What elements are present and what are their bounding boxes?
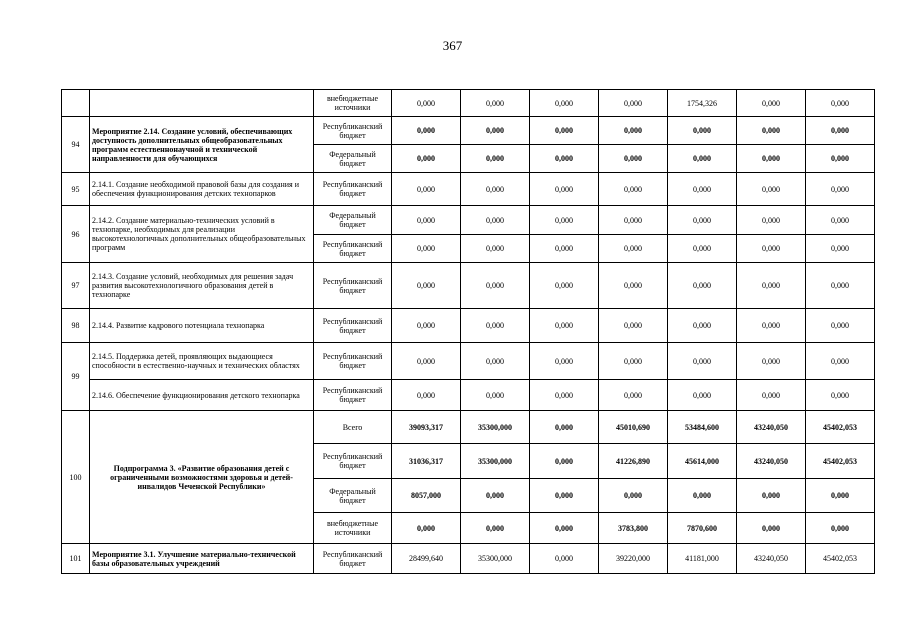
activity-name: 2.14.5. Поддержка детей, проявляющих выдающиеся способности в естественно-научных и технических областях bbox=[90, 343, 314, 380]
value-cell: 0,000 bbox=[530, 411, 599, 444]
value-cell: 0,000 bbox=[392, 206, 461, 235]
funding-source: Федеральный бюджет bbox=[314, 206, 392, 235]
value-cell: 45614,000 bbox=[668, 444, 737, 479]
value-cell: 0,000 bbox=[599, 173, 668, 206]
value-cell: 35300,000 bbox=[461, 544, 530, 574]
value-cell: 0,000 bbox=[806, 309, 875, 343]
table-row bbox=[62, 206, 875, 235]
value-cell: 39093,317 bbox=[392, 411, 461, 444]
table-row bbox=[62, 343, 875, 380]
value-cell: 41181,000 bbox=[668, 544, 737, 574]
table-row bbox=[62, 380, 875, 411]
value-cell: 45010,690 bbox=[599, 411, 668, 444]
value-cell: 0,000 bbox=[806, 479, 875, 513]
activity-name bbox=[90, 90, 314, 117]
row-number: 98 bbox=[62, 309, 90, 343]
activity-name: Подпрограмма 3. «Развитие образования детей с ограниченными возможностями здоровья и детей-инвалидов Чеченской Республики» bbox=[90, 411, 314, 544]
activity-name: Мероприятие 3.1. Улучшение материально-технической базы образовательных учреждений bbox=[90, 544, 314, 574]
table-row bbox=[62, 173, 875, 206]
value-cell: 8057,000 bbox=[392, 479, 461, 513]
value-cell: 41226,890 bbox=[599, 444, 668, 479]
value-cell: 0,000 bbox=[737, 235, 806, 263]
value-cell: 0,000 bbox=[668, 479, 737, 513]
value-cell: 0,000 bbox=[668, 263, 737, 309]
activity-name: 2.14.1. Создание необходимой правовой базы для создания и обеспечения функционирования детских технопарков bbox=[90, 173, 314, 206]
value-cell: 0,000 bbox=[668, 309, 737, 343]
value-cell: 43240,050 bbox=[737, 544, 806, 574]
value-cell: 0,000 bbox=[668, 173, 737, 206]
value-cell: 45402,053 bbox=[806, 411, 875, 444]
value-cell: 0,000 bbox=[668, 206, 737, 235]
value-cell: 0,000 bbox=[668, 235, 737, 263]
value-cell: 0,000 bbox=[530, 479, 599, 513]
funding-source: Федеральный бюджет bbox=[314, 145, 392, 173]
funding-source: Всего bbox=[314, 411, 392, 444]
value-cell: 0,000 bbox=[737, 513, 806, 544]
value-cell: 0,000 bbox=[461, 513, 530, 544]
value-cell: 0,000 bbox=[461, 380, 530, 411]
activity-name: 2.14.6. Обеспечение функционирования детского технопарка bbox=[90, 380, 314, 411]
value-cell: 43240,050 bbox=[737, 411, 806, 444]
table-row bbox=[62, 90, 875, 117]
value-cell: 35300,000 bbox=[461, 444, 530, 479]
value-cell: 0,000 bbox=[392, 235, 461, 263]
value-cell: 0,000 bbox=[530, 263, 599, 309]
value-cell: 0,000 bbox=[668, 145, 737, 173]
budget-table bbox=[61, 89, 875, 574]
value-cell: 0,000 bbox=[461, 173, 530, 206]
value-cell: 0,000 bbox=[530, 206, 599, 235]
value-cell: 0,000 bbox=[392, 513, 461, 544]
page-number: 367 bbox=[442, 38, 463, 53]
value-cell: 0,000 bbox=[599, 263, 668, 309]
table-row bbox=[62, 309, 875, 343]
activity-name: 2.14.3. Создание условий, необходимых для решения задач развития высокотехнологичного образования детей в технопарке bbox=[90, 263, 314, 309]
value-cell: 45402,053 bbox=[806, 544, 875, 574]
value-cell: 43240,050 bbox=[737, 444, 806, 479]
funding-source: Федеральный бюджет bbox=[314, 479, 392, 513]
funding-source: внебюджетные источники bbox=[314, 513, 392, 544]
value-cell: 0,000 bbox=[806, 513, 875, 544]
value-cell: 0,000 bbox=[806, 117, 875, 145]
activity-name: 2.14.4. Развитие кадрового потенциала технопарка bbox=[90, 309, 314, 343]
table-row bbox=[62, 544, 875, 574]
value-cell: 53484,600 bbox=[668, 411, 737, 444]
row-number: 97 bbox=[62, 263, 90, 309]
value-cell: 0,000 bbox=[461, 206, 530, 235]
value-cell: 0,000 bbox=[392, 90, 461, 117]
row-number: 96 bbox=[62, 206, 90, 263]
value-cell: 0,000 bbox=[392, 380, 461, 411]
row-number: 101 bbox=[62, 544, 90, 574]
value-cell: 0,000 bbox=[392, 117, 461, 145]
value-cell: 0,000 bbox=[530, 90, 599, 117]
value-cell: 0,000 bbox=[737, 479, 806, 513]
value-cell: 0,000 bbox=[392, 145, 461, 173]
value-cell: 0,000 bbox=[599, 90, 668, 117]
value-cell: 0,000 bbox=[806, 206, 875, 235]
value-cell: 0,000 bbox=[737, 145, 806, 173]
value-cell: 0,000 bbox=[392, 263, 461, 309]
value-cell: 0,000 bbox=[806, 380, 875, 411]
table-row bbox=[62, 263, 875, 309]
row-number: 95 bbox=[62, 173, 90, 206]
value-cell: 0,000 bbox=[737, 343, 806, 380]
value-cell: 31036,317 bbox=[392, 444, 461, 479]
value-cell: 0,000 bbox=[461, 117, 530, 145]
funding-source: Республиканский бюджет bbox=[314, 343, 392, 380]
value-cell: 0,000 bbox=[599, 479, 668, 513]
value-cell: 0,000 bbox=[530, 117, 599, 145]
funding-source: Республиканский бюджет bbox=[314, 444, 392, 479]
value-cell: 0,000 bbox=[806, 235, 875, 263]
funding-source: Республиканский бюджет bbox=[314, 544, 392, 574]
value-cell: 35300,000 bbox=[461, 411, 530, 444]
value-cell: 0,000 bbox=[599, 380, 668, 411]
row-number: 100 bbox=[62, 411, 90, 544]
value-cell: 0,000 bbox=[392, 173, 461, 206]
funding-source: внебюджетные источники bbox=[314, 90, 392, 117]
value-cell: 0,000 bbox=[737, 90, 806, 117]
value-cell: 3783,800 bbox=[599, 513, 668, 544]
value-cell: 0,000 bbox=[530, 380, 599, 411]
value-cell: 7870,600 bbox=[668, 513, 737, 544]
value-cell: 0,000 bbox=[599, 145, 668, 173]
value-cell: 0,000 bbox=[806, 145, 875, 173]
funding-source: Республиканский бюджет bbox=[314, 173, 392, 206]
value-cell: 0,000 bbox=[806, 90, 875, 117]
value-cell: 0,000 bbox=[668, 117, 737, 145]
value-cell: 0,000 bbox=[668, 343, 737, 380]
value-cell: 0,000 bbox=[461, 263, 530, 309]
row-number: 99 bbox=[62, 343, 90, 411]
value-cell: 0,000 bbox=[461, 90, 530, 117]
funding-source: Республиканский бюджет bbox=[314, 117, 392, 145]
value-cell: 0,000 bbox=[599, 206, 668, 235]
value-cell: 39220,000 bbox=[599, 544, 668, 574]
table-row bbox=[62, 117, 875, 145]
value-cell: 0,000 bbox=[737, 263, 806, 309]
row-number bbox=[62, 90, 90, 117]
value-cell: 0,000 bbox=[737, 380, 806, 411]
value-cell: 0,000 bbox=[392, 343, 461, 380]
value-cell: 0,000 bbox=[806, 263, 875, 309]
funding-source: Республиканский бюджет bbox=[314, 263, 392, 309]
value-cell: 0,000 bbox=[806, 173, 875, 206]
value-cell: 0,000 bbox=[392, 309, 461, 343]
value-cell: 0,000 bbox=[530, 235, 599, 263]
activity-name: 2.14.2. Создание материально-технических условий в технопарке, необходимых для реализации высокотехнологичных дополнительных общеобразовательных программ bbox=[90, 206, 314, 263]
value-cell: 0,000 bbox=[668, 380, 737, 411]
value-cell: 0,000 bbox=[737, 173, 806, 206]
value-cell: 0,000 bbox=[530, 343, 599, 380]
value-cell: 0,000 bbox=[461, 343, 530, 380]
value-cell: 0,000 bbox=[737, 206, 806, 235]
table-row bbox=[62, 411, 875, 444]
value-cell: 0,000 bbox=[461, 145, 530, 173]
value-cell: 0,000 bbox=[599, 235, 668, 263]
funding-source: Республиканский бюджет bbox=[314, 235, 392, 263]
value-cell: 0,000 bbox=[806, 343, 875, 380]
value-cell: 0,000 bbox=[530, 309, 599, 343]
value-cell: 0,000 bbox=[737, 117, 806, 145]
value-cell: 0,000 bbox=[599, 343, 668, 380]
funding-source: Республиканский бюджет bbox=[314, 380, 392, 411]
value-cell: 0,000 bbox=[530, 173, 599, 206]
value-cell: 0,000 bbox=[530, 513, 599, 544]
value-cell: 0,000 bbox=[599, 117, 668, 145]
funding-source: Республиканский бюджет bbox=[314, 309, 392, 343]
value-cell: 0,000 bbox=[530, 444, 599, 479]
value-cell: 45402,053 bbox=[806, 444, 875, 479]
value-cell: 0,000 bbox=[530, 145, 599, 173]
value-cell: 0,000 bbox=[461, 479, 530, 513]
value-cell: 0,000 bbox=[599, 309, 668, 343]
value-cell: 0,000 bbox=[461, 235, 530, 263]
row-number: 94 bbox=[62, 117, 90, 173]
value-cell: 0,000 bbox=[530, 544, 599, 574]
value-cell: 0,000 bbox=[461, 309, 530, 343]
value-cell: 1754,326 bbox=[668, 90, 737, 117]
activity-name: Мероприятие 2.14. Создание условий, обеспечивающих доступность дополнительных общеобразовательных программ естественнонаучной и технической направленности для обучающихся bbox=[90, 117, 314, 173]
value-cell: 0,000 bbox=[737, 309, 806, 343]
value-cell: 28499,640 bbox=[392, 544, 461, 574]
